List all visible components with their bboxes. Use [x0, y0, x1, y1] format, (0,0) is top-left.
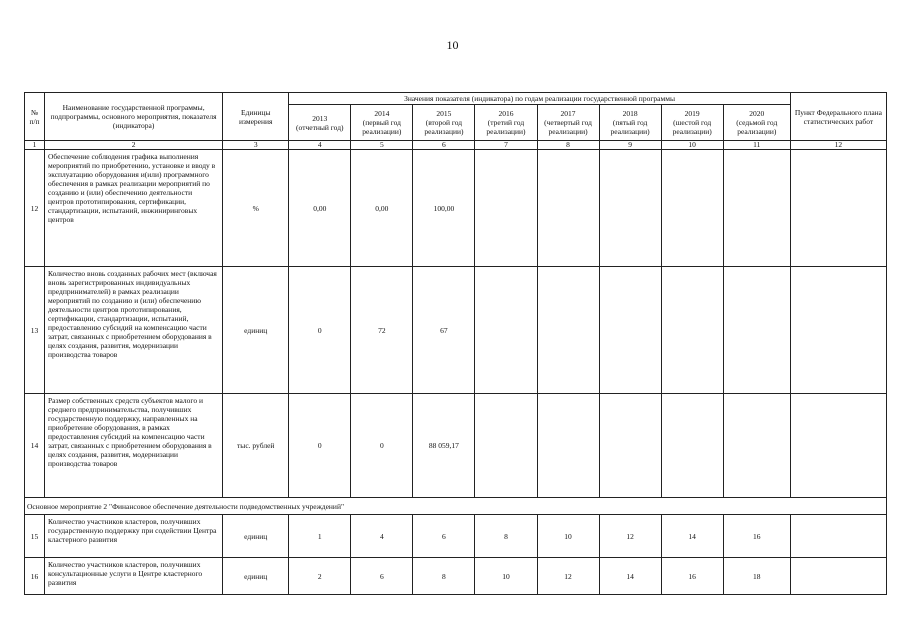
col-header-name: Наименование государственной программы, подпрограммы, основного мероприятия, показателя (индикатора): [45, 93, 223, 141]
value-cell: [599, 267, 661, 394]
column-number-row: [25, 141, 887, 150]
value-cell: [475, 267, 537, 394]
indicator-name: Количество участников кластеров, получивших государственную поддержку при содействии Центра кластерного развития: [45, 515, 223, 558]
plan-cell: [790, 267, 886, 394]
column-number: 9: [599, 141, 661, 150]
indicator-name: Обеспечение соблюдения графика выполнения мероприятий по приобретению, установке и вводу в эксплуатацию оборудования и(или) программного обеспечения в рамках реализации мероприятий по созданию и (или) обеспечению деятельности центров прототипирования, сертификации, стандартизации, испытаний, инжиниринговых центров: [45, 150, 223, 267]
column-number: 7: [475, 141, 537, 150]
value-cell: 14: [661, 515, 723, 558]
value-cell: 4: [351, 515, 413, 558]
value-cell: [723, 394, 790, 498]
value-cell: 6: [351, 558, 413, 595]
plan-cell: [790, 558, 886, 595]
table-row: [25, 394, 887, 498]
year-header: 2019 (шестой год реализации): [661, 105, 723, 141]
value-cell: 88 059,17: [413, 394, 475, 498]
table-row: [25, 150, 887, 267]
table-row: [25, 515, 887, 558]
page-number: 10: [446, 38, 459, 52]
value-cell: 0: [351, 394, 413, 498]
col-header-num: № п/п: [25, 93, 45, 141]
year-header: 2018 (пятый год реализации): [599, 105, 661, 141]
value-cell: 8: [475, 515, 537, 558]
column-number: 2: [45, 141, 223, 150]
section-title: Основное мероприятие 2 "Финансовое обеспечение деятельности подведомственных учреждений": [25, 498, 887, 515]
value-cell: [537, 150, 599, 267]
value-cell: 12: [537, 558, 599, 595]
value-cell: [599, 150, 661, 267]
year-header: 2014 (первый год реализации): [351, 105, 413, 141]
plan-cell: [790, 515, 886, 558]
value-cell: 12: [599, 515, 661, 558]
value-cell: 10: [475, 558, 537, 595]
unit-cell: единиц: [223, 267, 289, 394]
value-cell: [661, 267, 723, 394]
value-cell: [661, 150, 723, 267]
value-cell: 0: [289, 267, 351, 394]
year-header: 2016 (третий год реализации): [475, 105, 537, 141]
column-number: 8: [537, 141, 599, 150]
value-cell: [475, 150, 537, 267]
value-cell: 100,00: [413, 150, 475, 267]
value-cell: 0,00: [351, 150, 413, 267]
year-header: 2015 (второй год реализации): [413, 105, 475, 141]
value-cell: 18: [723, 558, 790, 595]
column-number: 11: [723, 141, 790, 150]
value-cell: 67: [413, 267, 475, 394]
header-row-1: [25, 93, 887, 105]
unit-cell: единиц: [223, 558, 289, 595]
col-header-federal-plan: Пункт Федерального плана статистических работ: [790, 93, 886, 141]
value-cell: [723, 267, 790, 394]
indicator-name: Размер собственных средств субъектов малого и среднего предпринимательства, получивших государственную поддержку, направленных на приобретение оборудования, в рамках предоставления субсидий на компенсацию части затрат, связанных с приобретением оборудования в целях создания, развития, модернизации производства товаров: [45, 394, 223, 498]
row-number: 16: [25, 558, 45, 595]
column-number: 10: [661, 141, 723, 150]
column-number: 6: [413, 141, 475, 150]
value-cell: [537, 267, 599, 394]
indicator-name: Количество вновь созданных рабочих мест (включая вновь зарегистрированных индивидуальных предпринимателей) в рамках реализации мероприятий по созданию и (или) обеспечению деятельности центров прототипирования, сертификации, стандартизации, испытаний, предоставлению субсидий на компенсацию части затрат, связанных с приобретением оборудования в целях создания, развития, модернизации производства товаров: [45, 267, 223, 394]
section-row: [25, 498, 887, 515]
column-number: 12: [790, 141, 886, 150]
value-cell: [599, 394, 661, 498]
row-number: 12: [25, 150, 45, 267]
value-cell: 8: [413, 558, 475, 595]
plan-cell: [790, 394, 886, 498]
row-number: 13: [25, 267, 45, 394]
year-header: 2013 (отчетный год): [289, 105, 351, 141]
column-number: 1: [25, 141, 45, 150]
plan-cell: [790, 150, 886, 267]
col-header-unit: Единицы измерения: [223, 93, 289, 141]
value-cell: 16: [723, 515, 790, 558]
unit-cell: %: [223, 150, 289, 267]
value-cell: 0: [289, 394, 351, 498]
value-cell: 0,00: [289, 150, 351, 267]
indicators-table: [24, 92, 887, 595]
value-cell: [723, 150, 790, 267]
value-cell: 72: [351, 267, 413, 394]
value-cell: [537, 394, 599, 498]
value-cell: 6: [413, 515, 475, 558]
column-number: 4: [289, 141, 351, 150]
value-cell: [475, 394, 537, 498]
column-number: 3: [223, 141, 289, 150]
column-number: 5: [351, 141, 413, 150]
table-row: [25, 267, 887, 394]
col-header-values-group: Значения показателя (индикатора) по годам реализации государственной программы: [289, 93, 791, 105]
value-cell: 14: [599, 558, 661, 595]
value-cell: [661, 394, 723, 498]
value-cell: 16: [661, 558, 723, 595]
row-number: 14: [25, 394, 45, 498]
value-cell: 10: [537, 515, 599, 558]
unit-cell: единиц: [223, 515, 289, 558]
year-header: 2017 (четвертый год реализации): [537, 105, 599, 141]
table-row: [25, 558, 887, 595]
value-cell: 1: [289, 515, 351, 558]
value-cell: 2: [289, 558, 351, 595]
unit-cell: тыс. рублей: [223, 394, 289, 498]
indicator-name: Количество участников кластеров, получивших консультационные услуги в Центре кластерного развития: [45, 558, 223, 595]
year-header: 2020 (седьмой год реализации): [723, 105, 790, 141]
row-number: 15: [25, 515, 45, 558]
